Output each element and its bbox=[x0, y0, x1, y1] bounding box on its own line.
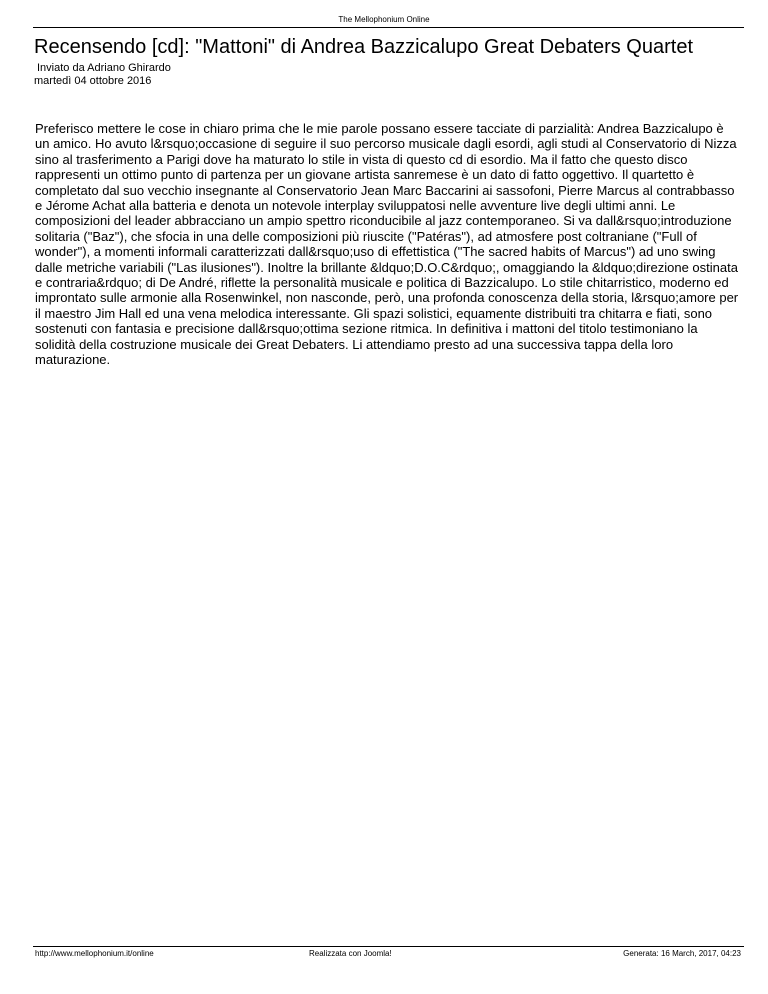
article-body: Preferisco mettere le cose in chiaro prima che le mie parole possano essere tacciate di parzialità: Andrea Bazzicalupo è un amico. Ho avuto l&rsquo;occasione di seguire il suo percorso musicale dagli esordi, agli studi al Conservatorio di Nizza sino al trasferimento a Parigi dove ha maturato lo stile in vista di questo cd di esordio. Ma il fatto che questo disco rappresenti un ottimo punto di partenza per un giovane artista sanremese è un dato di fatto oggettivo. Il quartetto è completato dal suo vecchio insegnante al Conservatorio Jean Marc Baccarini ai sassofoni, Pierre Marcus al contrabbasso e Jérome Achat alla batteria e denota un notevole interplay sviluppatosi nelle avventure live degli ultimi anni. Le composizioni del leader abbracciano un ampio spettro riconducibile al jazz contemporaneo. Si va dall&rsquo;introduzione solitaria ("Baz"), che sfocia in una delle composizioni più riuscite ("Patéras"), ad atmosfere post coltraniane ("Full of wonder"), a momenti informali caratterizzati dall&rsquo;uso di effettistica ("The sacred habits of Marcus") ad uno swing dalle metriche variabili ("Las ilusiones"). Inoltre la brillante &ldquo;D.O.C&rdquo;, omaggiando la &ldquo;direzione ostinata e contraria&rdquo; di De André, riflette la personalità musicale e politica di Bazzicalupo. Lo stile chitarristico, moderno ed improntato sulle armonie alla Rosenwinkel, non nasconde, però, una profonda conoscenza della storia, l&rsquo;amore per il maestro Jim Hall ed una vena melodica interessante. Gli spazi solistici, equamente distribuiti tra chitarra e fiati, sono sostenuti con fantasia e precisione dall&rsquo;ottima sezione ritmica. In definitiva i mattoni del titolo testimoniano la solidità della costruzione musicale dei Great Debaters. Li attendiamo presto ad una successiva tappa della loro maturazione. bbox=[35, 121, 739, 368]
footer-site-link[interactable]: http://www.mellophonium.it/online bbox=[35, 949, 154, 958]
footer-generated-date: Generata: 16 March, 2017, 04:23 bbox=[623, 949, 741, 958]
article-title: Recensendo [cd]: "Mattoni" di Andrea Bazzicalupo Great Debaters Quartet bbox=[34, 36, 694, 58]
article-author: Inviato da Adriano Ghirardo bbox=[37, 62, 171, 74]
footer-divider bbox=[33, 946, 744, 947]
article-meta bbox=[34, 62, 171, 88]
footer-credit: Realizzata con Joomla! bbox=[309, 949, 392, 958]
site-header: The Mellophonium Online bbox=[338, 15, 430, 24]
header-divider bbox=[33, 27, 744, 28]
page-footer bbox=[35, 949, 741, 961]
article-date: martedì 04 ottobre 2016 bbox=[34, 75, 152, 87]
